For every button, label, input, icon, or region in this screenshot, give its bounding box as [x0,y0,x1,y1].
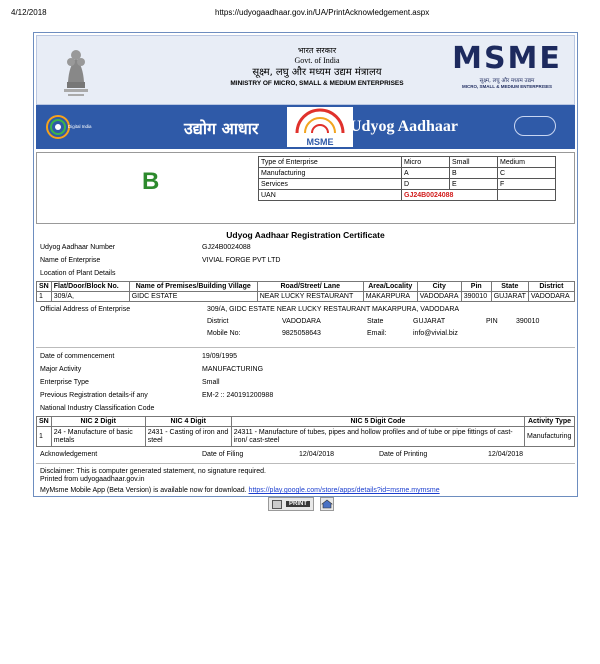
udyog-aadhaar-banner [36,105,575,149]
certificate [33,32,578,497]
info-row [36,242,575,255]
aadhaar-logo-text: MSME [306,137,334,147]
table-cell: VADODARA [417,292,461,302]
mobile-label: Mobile No: [207,330,241,337]
uan-empty-cell [498,190,556,201]
table-cell: 309/A, [51,292,129,302]
enterprise-category-box [36,152,575,224]
seal-icon [514,116,556,136]
nic-table [36,416,575,447]
detail-label: Major Activity [40,366,82,373]
msme-logo-text: MSME [452,41,562,76]
printed-from-line: Printed from udyogaadhaar.gov.in [40,476,145,483]
print-date: 4/12/2018 [11,8,47,17]
category-cell: Medium [498,157,556,168]
detail-value: Small [202,379,220,386]
table-cell: 390010 [461,292,491,302]
acknowledgement-row [36,447,575,464]
pin-label: PIN [486,318,498,325]
detail-label: Enterprise Type [40,379,89,386]
table-cell: 2431 - Casting of iron and steel [145,427,231,447]
udyog-aadhaar-english: Udyog Aadhaar [350,118,459,135]
table-cell: VADODARA [528,292,574,302]
nic-header [37,417,575,427]
detail-value: EM-2 :: 240191200988 [202,392,274,399]
detail-value: MANUFACTURING [202,366,264,373]
uan-row [259,190,556,201]
category-cell: D [402,179,450,190]
gov-hindi-line: भारत सरकार [297,46,337,55]
info-label: Location of Plant Details [40,270,116,277]
app-download-link[interactable]: https://play.google.com/store/apps/details?id=msme.mymsme [248,487,440,494]
home-button[interactable] [320,497,334,511]
email-value: info@vivial.biz [413,330,458,337]
official-address: 309/A, GIDC ESTATE NEAR LUCKY RESTAURANT MAKARPURA, VADODARA [207,306,460,313]
enterprise-category-table [258,156,556,201]
certificate-title: Udyog Aadhaar Registration Certificate [226,230,385,240]
aadhaar-fingerprint-icon [285,107,355,147]
home-icon [321,498,333,510]
uan-value: GJ24B0024088 [402,190,498,201]
column-header: District [528,282,574,292]
msme-logo-hindi: सूक्ष्म, लघु और मध्यम उद्यम [479,78,535,84]
digital-india-text: Digital India [68,124,92,129]
detail-label: National Industry Classification Code [40,405,155,412]
printer-icon [272,500,282,509]
printing-date-label: Date of Printing [379,451,428,458]
detail-label: Previous Registration details-if any [40,392,148,399]
ministry-english-name: MINISTRY OF MICRO, SMALL & MEDIUM ENTERPRISES [230,80,404,87]
info-row [36,255,575,268]
column-header: Activity Type [525,417,575,427]
print-button[interactable] [268,497,314,511]
column-header: NIC 4 Digit [145,417,231,427]
table-cell: Manufacturing [525,427,575,447]
category-cell: C [498,168,556,179]
filing-date: 12/04/2018 [299,451,335,458]
category-row [259,168,556,179]
browser-print-header [0,8,600,20]
column-header: City [417,282,461,292]
info-value: GJ24B0024088 [202,244,251,251]
detail-row [36,364,575,377]
column-header: SN [37,417,52,427]
mobile-value: 9825058643 [282,330,321,337]
detail-row [36,390,575,403]
print-url: https://udyogaadhaar.gov.in/UA/PrintAcknowledgement.aspx [215,8,430,17]
detail-label: Date of commencement [40,353,115,360]
detail-row [36,403,575,416]
filing-date-label: Date of Filing [202,451,244,458]
info-label: Name of Enterprise [40,257,101,264]
official-address-block [36,302,575,348]
column-header: Pin [461,282,491,292]
category-cell: Type of Enterprise [259,157,402,168]
table-cell: 1 [37,292,52,302]
category-row [259,179,556,190]
category-cell: Manufacturing [259,168,402,179]
table-cell: MAKARPURA [363,292,417,302]
category-cell: B [450,168,498,179]
detail-row [36,377,575,390]
email-label: Email: [367,330,387,337]
plant-location-table [36,281,575,302]
category-cell: F [498,179,556,190]
detail-row [36,351,575,364]
column-header: Area/Locality [363,282,417,292]
table-cell: 1 [37,427,52,447]
disclaimer-line: Disclaimer: This is computer generated statement, no signature required. [40,468,266,475]
pin-value: 390010 [516,318,540,325]
table-row [37,427,575,447]
national-emblem-icon [59,44,93,100]
category-cell: Micro [402,157,450,168]
state-value: GUJARAT [413,318,446,325]
uan-label: UAN [259,190,402,201]
column-header: NIC 2 Digit [51,417,145,427]
app-download-line [40,487,571,495]
official-address-label: Official Address of Enterprise [40,306,131,313]
udyog-aadhaar-hindi: उद्योग आधार [184,119,259,138]
detail-value: 19/09/1995 [202,353,238,360]
acknowledgement-label: Acknowledgement [40,451,98,458]
print-label: PRINT [286,501,310,507]
column-header: NIC 5 Digit Code [231,417,524,427]
table-row [37,292,575,302]
column-header: Road/Street/ Lane [257,282,363,292]
column-header: State [491,282,528,292]
column-header: SN [37,282,52,292]
table-cell: GIDC ESTATE [129,292,257,302]
category-cell: Services [259,179,402,190]
category-cell: A [402,168,450,179]
state-label: State [367,318,384,325]
printing-date: 12/04/2018 [488,451,524,458]
disclaimer [36,464,575,495]
category-cell: E [450,179,498,190]
ministry-title [187,46,447,89]
district-label: District [207,318,229,325]
column-header: Flat/Door/Block No. [51,282,129,292]
msme-logo-english: MICRO, SMALL & MEDIUM ENTERPRISES [462,84,552,89]
app-download-text: MyMsme Mobile App (Beta Version) is available now for download. [40,487,249,494]
category-row [259,157,556,168]
category-letter: B [142,168,160,195]
info-value: VIVIAL FORGE PVT LTD [202,257,281,264]
aadhaar-msme-logo [285,107,355,147]
info-label: Udyog Aadhaar Number [40,244,116,251]
info-row [36,268,575,281]
gov-english-line: Govt. of India [294,56,340,65]
plant-location-header [37,282,575,292]
msme-logo [447,41,567,100]
ministry-hindi-name: सूक्ष्म, लघु और मध्यम उद्यम मंत्रालय [252,67,382,78]
government-header [36,35,575,105]
category-cell: Small [450,157,498,168]
table-cell: 24 - Manufacture of basic metals [51,427,145,447]
district-value: VADODARA [282,318,321,325]
column-header: Name of Premises/Building Village [129,282,257,292]
table-cell: NEAR LUCKY RESTAURANT [257,292,363,302]
table-cell: 24311 - Manufacture of tubes, pipes and hollow profiles and of tube or pipe fittings of cast-iron/ cast-steel [231,427,524,447]
table-cell: GUJARAT [491,292,528,302]
